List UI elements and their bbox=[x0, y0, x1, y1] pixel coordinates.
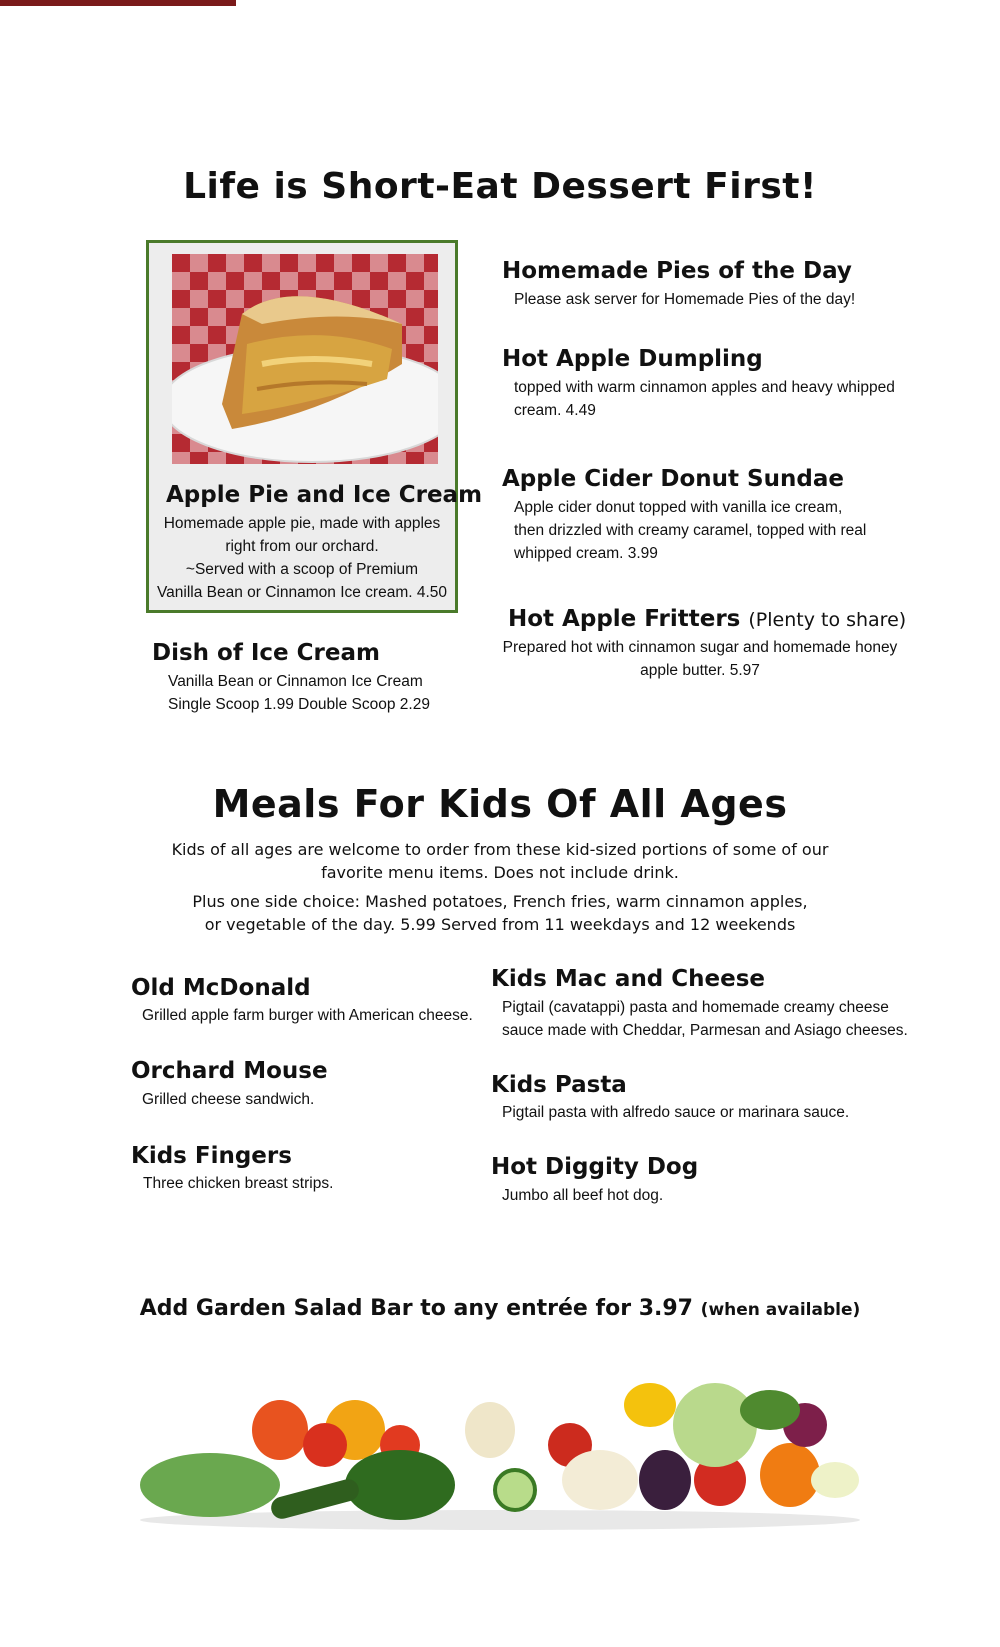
kids-intro bbox=[0, 838, 1000, 884]
kids-item-title: Orchard Mouse bbox=[131, 1058, 328, 1084]
kids-item-description: Three chicken breast strips. bbox=[143, 1175, 334, 1192]
kids-item-description: Grilled cheese sandwich. bbox=[142, 1091, 315, 1108]
fritters-title: Hot Apple Fritters bbox=[508, 606, 741, 632]
kids-item-title: Kids Fingers bbox=[131, 1143, 292, 1169]
salad-bar-note: (when available) bbox=[700, 1300, 861, 1320]
dessert-item-title: Homemade Pies of the Day bbox=[502, 258, 852, 284]
dessert-heading: Life is Short-Eat Dessert First! bbox=[183, 166, 817, 207]
vegetables-image bbox=[130, 1370, 870, 1535]
desc-line: cream. 4.49 bbox=[514, 402, 596, 419]
ice-cream-line: Vanilla Bean or Cinnamon Ice Cream bbox=[168, 673, 423, 690]
salad-bar-text: Add Garden Salad Bar to any entrée for 3.97 bbox=[139, 1296, 693, 1321]
kids-item-title: Hot Diggity Dog bbox=[491, 1154, 699, 1180]
kids-heading: Meals For Kids Of All Ages bbox=[212, 782, 788, 826]
feature-line: ~Served with a scoop of Premium bbox=[185, 561, 419, 578]
dessert-item-title bbox=[508, 606, 906, 632]
desc-line: then drizzled with creamy caramel, topped with real bbox=[514, 522, 867, 539]
feature-line: Homemade apple pie, made with apples bbox=[163, 515, 441, 532]
kids-item-title: Kids Mac and Cheese bbox=[491, 966, 766, 992]
ice-cream-line: Single Scoop 1.99 Double Scoop 2.29 bbox=[168, 696, 430, 713]
dessert-item-title: Hot Apple Dumpling bbox=[502, 346, 763, 372]
top-decor-strip bbox=[0, 0, 236, 6]
apple-pie-image bbox=[172, 254, 438, 464]
ice-cream-title: Dish of Ice Cream bbox=[152, 640, 380, 666]
kids-sides bbox=[0, 890, 1000, 936]
desc-line: Apple cider donut topped with vanilla ice cream, bbox=[514, 499, 843, 516]
kids-item-description bbox=[502, 1101, 849, 1124]
kids-item-title: Old McDonald bbox=[131, 975, 311, 1001]
sides-line: Plus one side choice: Mashed potatoes, French fries, warm cinnamon apples, bbox=[192, 892, 808, 911]
kids-item-description: Grilled apple farm burger with American cheese. bbox=[142, 1007, 473, 1024]
desc-line: whipped cream. 3.99 bbox=[514, 545, 658, 562]
desc-line: topped with warm cinnamon apples and heavy whipped bbox=[514, 379, 895, 396]
dessert-item-description bbox=[514, 496, 866, 565]
ice-cream-description bbox=[168, 670, 430, 716]
intro-line: favorite menu items. Does not include drink. bbox=[321, 863, 679, 882]
fritters-note: (Plenty to share) bbox=[748, 609, 907, 631]
kids-item-description bbox=[502, 1184, 663, 1207]
feature-line: right from our orchard. bbox=[225, 538, 379, 555]
desc-line: Prepared hot with cinnamon sugar and homemade honey bbox=[502, 639, 898, 656]
kids-item-description bbox=[502, 996, 908, 1042]
feature-description bbox=[148, 512, 456, 604]
dessert-item-description bbox=[514, 288, 855, 311]
feature-line: Vanilla Bean or Cinnamon Ice cream. 4.50 bbox=[156, 584, 448, 601]
sides-line: or vegetable of the day. 5.99 Served from 11 weekdays and 12 weekends bbox=[204, 915, 796, 934]
salad-bar-line bbox=[0, 1296, 1000, 1321]
desc-line: Pigtail (cavatappi) pasta and homemade creamy cheese bbox=[502, 999, 889, 1016]
dessert-item-description bbox=[514, 376, 895, 422]
dessert-item-description bbox=[500, 636, 900, 682]
dessert-item-title: Apple Cider Donut Sundae bbox=[502, 466, 844, 492]
desc-line: Pigtail pasta with alfredo sauce or marinara sauce. bbox=[502, 1104, 850, 1121]
kids-item-title: Kids Pasta bbox=[491, 1072, 627, 1098]
feature-title: Apple Pie and Ice Cream bbox=[166, 482, 483, 508]
desc-line: apple butter. 5.97 bbox=[640, 662, 760, 679]
desc-line: sauce made with Cheddar, Parmesan and Asiago cheeses. bbox=[502, 1022, 908, 1039]
desc-line: Please ask server for Homemade Pies of the day! bbox=[514, 291, 856, 308]
desc-line: Jumbo all beef hot dog. bbox=[502, 1187, 664, 1204]
intro-line: Kids of all ages are welcome to order from these kid-sized portions of some of our bbox=[171, 840, 829, 859]
